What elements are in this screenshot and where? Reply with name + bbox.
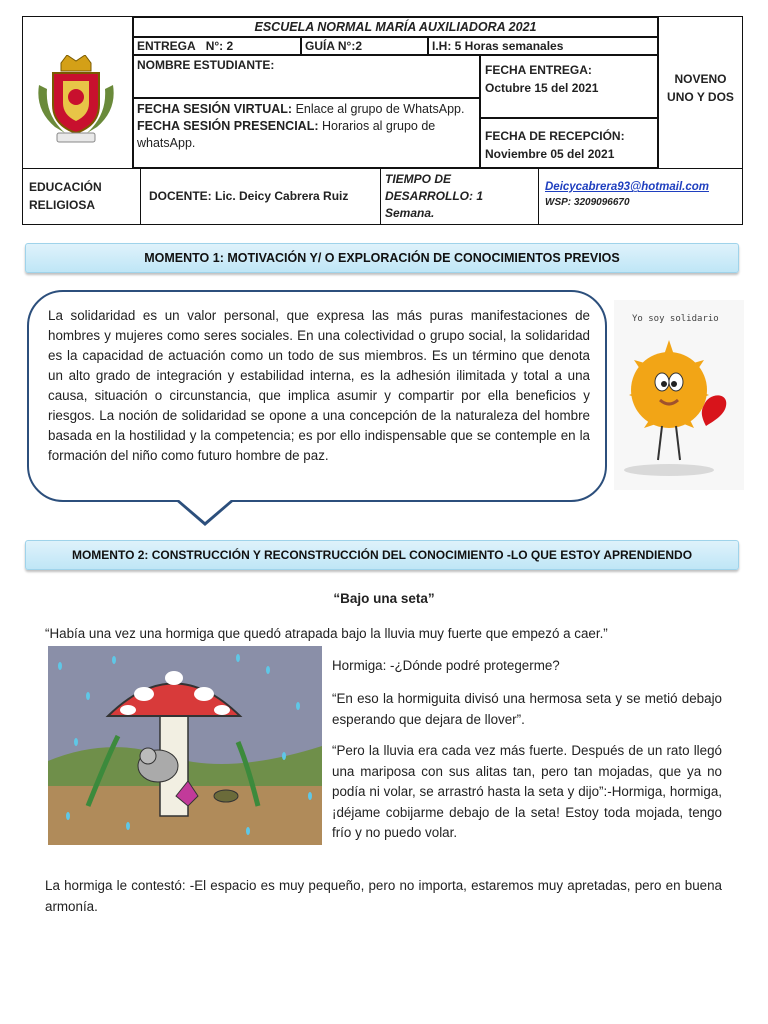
reception-date-value: Noviembre 05 del 2021: [485, 147, 615, 161]
solidarity-paragraph: La solidaridad es un valor personal, que expresa las más puras manifestaciones de hombres y mujeres como seres sociales. En una colectividad o grupo social, la solidaridad es la capacidad de actuación como un todo de sus miembros. Es un término que denota un alto grado de integración y estabilidad interna, es la adhesión ilimitada y total a una causa, situación o circunstancia, que implica asumir y compartir por ella beneficios y riesgos. La noción de solidaridad se opone a una concepción de la naturaleza del hombre basada en la hostilidad y la competencia; es por ello indispensable que se contemple en la formación del niño como futuro hombre de paz.: [48, 308, 590, 463]
grade-line-1: NOVENO: [674, 72, 727, 86]
email-link[interactable]: Deicycabrera93@hotmail.com: [545, 181, 709, 193]
momento1-banner: MOMENTO 1: MOTIVACIÓN Y/ O EXPLORACIÓN DE CONOCIMIENTOS PREVIOS: [25, 243, 739, 273]
whatsapp-number: WSP: 3209096670: [545, 197, 630, 208]
contact-cell: [539, 169, 742, 224]
grade-cell: [658, 17, 742, 168]
story-p1: Hormiga: -¿Dónde podré protegerme?: [332, 658, 560, 673]
guia-cell: GUÍA N°:2: [301, 37, 428, 55]
duration-cell: [381, 169, 539, 224]
entrega-label: ENTREGA: [137, 39, 196, 53]
duration-line-1: TIEMPO DE: [385, 172, 452, 186]
presential-session-label: FECHA SESIÓN PRESENCIAL:: [137, 119, 319, 133]
delivery-date-value: Octubre 15 del 2021: [485, 81, 599, 95]
duration-line-3: Semana.: [385, 206, 435, 220]
school-crest-icon: [35, 55, 117, 145]
logo-cell: [23, 17, 133, 168]
mushroom-rain-icon: [48, 646, 322, 845]
student-name-cell: NOMBRE ESTUDIANTE:: [133, 55, 480, 98]
bubble-tail-fill: [178, 499, 232, 522]
reception-date-label: FECHA DE RECEPCIÓN:: [485, 129, 625, 143]
momento2-banner: MOMENTO 2: CONSTRUCCIÓN Y RECONSTRUCCIÓN DEL CONOCIMIENTO -LO QUE ESTOY APRENDIENDO: [25, 540, 739, 570]
story-p4: La hormiga le contestó: -El espacio es muy pequeño, pero no importa, estaremos muy apretadas, pero en buena armonía.: [45, 878, 722, 914]
mushroom-illustration: [48, 646, 322, 845]
solidarity-illustration: [614, 300, 744, 490]
subject-line-2: RELIGIOSA: [29, 198, 96, 212]
story-p3: “Pero la lluvia era cada vez más fuerte. Después de un rato llegó una mariposa con sus alitas tan, pero tan mojadas, que ya no podía ni volar, se arrastró hasta la seta y dijo”:-Hormiga, hormiga, ¡déjame cobijarme debajo de la seta! Estoy toda mojada, tengo frío y no puedo volar.: [332, 743, 722, 840]
subject-line-1: EDUCACIÓN: [29, 180, 102, 194]
teacher-cell: DOCENTE: Lic. Deicy Cabrera Ruiz: [141, 169, 381, 224]
entrega-number: N°: 2: [205, 39, 234, 53]
virtual-session-label: FECHA SESIÓN VIRTUAL:: [137, 102, 293, 116]
entrega-cell: [133, 37, 301, 55]
sun-character-icon: [614, 310, 744, 490]
presential-session-text: Horarios al grupo de whatsApp.: [137, 119, 436, 150]
illustration-caption: Yo soy solidario: [632, 314, 719, 324]
story-intro: “Había una vez una hormiga que quedó atrapada bajo la lluvia muy fuerte que empezó a caer.”: [45, 626, 608, 641]
speech-bubble: [27, 290, 607, 502]
ih-cell: I.H: 5 Horas semanales: [428, 37, 658, 55]
delivery-date-cell: [480, 55, 658, 118]
header-table: [22, 16, 743, 169]
duration-line-2: DESARROLLO: 1: [385, 189, 484, 203]
school-title: ESCUELA NORMAL MARÍA AUXILIADORA 2021: [133, 17, 658, 37]
reception-date-cell: [480, 118, 658, 168]
story-title: “Bajo una seta”: [333, 591, 435, 606]
subject-cell: [23, 169, 141, 224]
sessions-cell: [133, 98, 480, 168]
virtual-session-text: Enlace al grupo de WhatsApp.: [295, 102, 465, 116]
story-p2: “En eso la hormiguita divisó una hermosa seta y se metió debajo esperando que dejara de llover”.: [332, 691, 722, 727]
delivery-date-label: FECHA ENTREGA:: [485, 63, 592, 77]
teacher-row: [22, 169, 743, 225]
grade-line-2: UNO Y DOS: [667, 90, 734, 104]
